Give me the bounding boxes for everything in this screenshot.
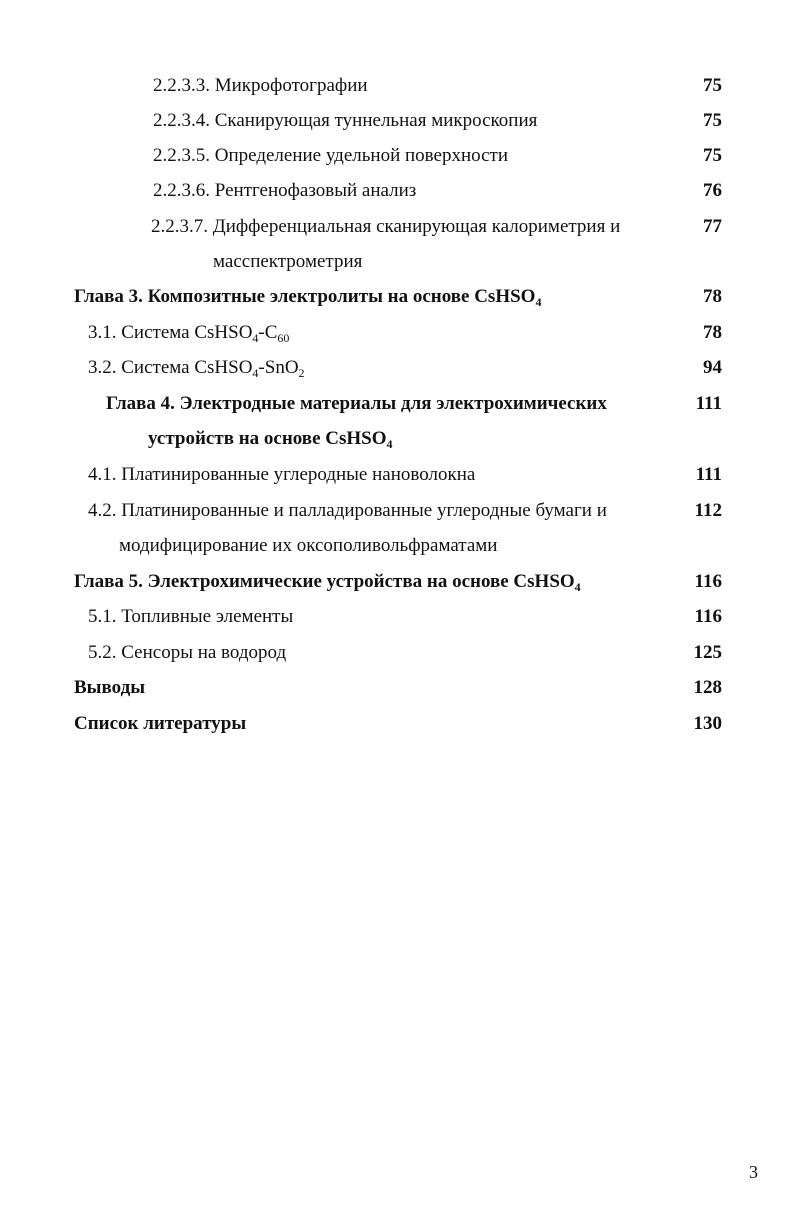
subscript: 2 [298,366,305,380]
toc-entry-page: 75 [703,75,722,96]
toc-entry-title: 2.2.3.3. Микрофотографии [153,75,368,96]
toc-chapter-4 [106,393,607,415]
toc-entry-title: 3.2. Система CsHSO [88,357,253,378]
subscript: 4 [535,295,542,309]
toc-chapter-5 [74,571,581,593]
subscript: 4 [386,437,393,451]
toc-entry-4-2-continued [119,535,497,557]
toc-entry-page: 116 [694,571,722,592]
toc-entry-2-2-3-7 [151,216,620,238]
toc-chapter-4-continued [148,428,393,450]
toc-entry-page: 116 [694,606,722,627]
subscript: 4 [574,580,581,594]
toc-entry-title-continued [213,251,362,273]
toc-entry-page: 76 [703,180,722,201]
toc-entry-2-2-3-5 [153,145,508,167]
toc-entry-page: 128 [693,677,722,698]
toc-entry-title: Выводы [74,677,146,698]
toc-entry-3-1 [88,322,289,344]
toc-entry-title-line2: масспектрометрия [213,251,363,272]
toc-entry-title: 2.2.3.6. Рентгенофазовый анализ [153,180,417,201]
toc-entry-page: 130 [693,713,722,734]
toc-entry-title: 4.1. Платинированные углеродные нановолокна [88,464,476,485]
toc-entry-page: 112 [694,500,722,521]
toc-entry-title: 5.1. Топливные элементы [88,606,294,627]
toc-entry-4-2 [88,500,607,522]
page-number: 3 [749,1162,758,1182]
toc-entry-page: 77 [703,216,722,237]
toc-entry-3-2 [88,357,305,379]
toc-entry-title: 2.2.3.7. Дифференциальная сканирующая калориметрия и [151,216,621,237]
subscript: 60 [277,331,290,345]
toc-references [74,713,246,735]
toc-entry-title: Глава 3. Композитные электролиты на основе CsHSO [74,286,536,307]
toc-entry-5-2 [88,642,286,664]
toc-chapter-3 [74,286,541,308]
toc-entry-title: Глава 4. Электродные материалы для электрохимических [106,393,607,414]
toc-entry-title-line2: модифицирование их оксополивольфраматами [119,535,498,556]
toc-entry-2-2-3-4 [153,110,537,132]
toc-entry-page: 75 [703,145,722,166]
toc-entry-page: 78 [703,322,722,343]
toc-entry-title: 4.2. Платинированные и палладированные углеродные бумаги и [88,500,607,521]
toc-entry-2-2-3-6 [153,180,416,202]
toc-entry-2-2-3-3 [153,75,368,97]
toc-entry-4-1 [88,464,475,486]
toc-entry-page: 111 [695,464,722,485]
toc-entry-page: 125 [693,642,722,663]
subscript: 4 [252,366,259,380]
toc-entry-5-1 [88,606,293,628]
subscript: 4 [252,331,259,345]
toc-entry-title-line2: устройств на основе CsHSO [148,428,387,449]
toc-entry-title: 2.2.3.4. Сканирующая туннельная микроскопия [153,110,538,131]
toc-entry-page: 94 [703,357,722,378]
toc-entry-title: Список литературы [74,713,247,734]
toc-entry-page: 78 [703,286,722,307]
toc-entry-title: Глава 5. Электрохимические устройства на основе CsHSO [74,571,575,592]
formula-part: -SnO [258,357,299,378]
toc-entry-title: 2.2.3.5. Определение удельной поверхности [153,145,508,166]
toc-conclusions [74,677,145,699]
toc-entry-page: 75 [703,110,722,131]
toc-entry-title: 5.2. Сенсоры на водород [88,642,287,663]
toc-entry-page: 111 [695,393,722,414]
toc-entry-title: 3.1. Система CsHSO [88,322,253,343]
formula-part: -C [258,322,278,343]
